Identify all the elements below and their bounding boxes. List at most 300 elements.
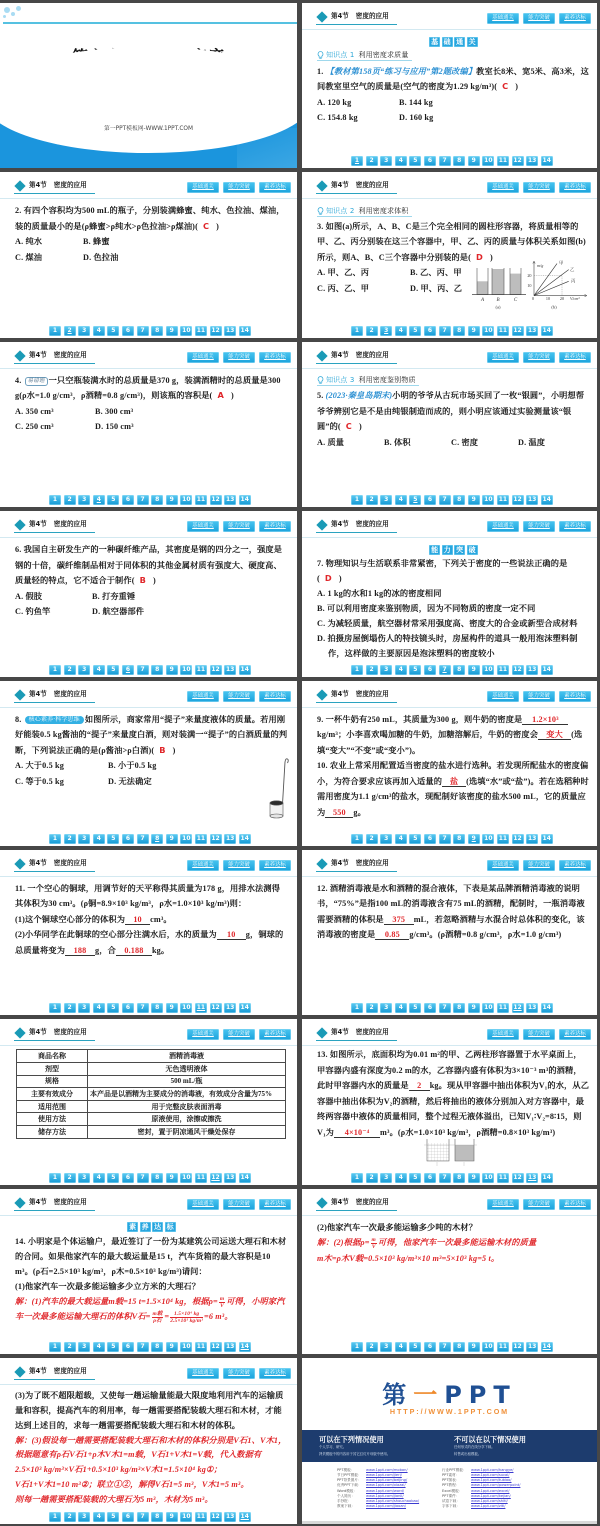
section-nav-button[interactable]: 能力突破 [523,1029,555,1040]
page-button[interactable]: 10 [484,1343,493,1351]
slide-thumbnail-18[interactable] [302,1358,597,1523]
page-button[interactable]: 2 [366,495,378,505]
section-nav-button[interactable]: 素养达标 [259,1029,291,1040]
page-button[interactable]: 9 [468,1003,480,1013]
page-button[interactable]: 10 [182,1173,191,1181]
page-button[interactable]: 1 [49,1342,61,1352]
slide-thumbnail-10[interactable] [302,681,597,846]
page-button[interactable]: 7 [439,495,451,505]
page-button[interactable]: 9 [468,1173,480,1183]
section-nav-button[interactable]: 能力突破 [223,1199,255,1210]
page-button[interactable]: 8 [151,1512,163,1522]
page-button[interactable]: 13 [225,496,235,504]
page-button[interactable]: 12 [211,1512,220,1520]
page-button[interactable]: 5 [107,1003,119,1013]
page-button[interactable]: 14 [240,1343,249,1351]
slide-thumbnail-9[interactable] [0,681,297,846]
page-button[interactable]: 8 [453,156,465,166]
page-button[interactable]: 4 [395,1003,407,1013]
section-nav-button[interactable]: 基础通关 [187,182,219,193]
page-button[interactable]: 10 [182,665,191,673]
slide-thumbnail-7[interactable] [0,511,297,676]
page-button[interactable]: 2 [64,1512,76,1522]
page-button[interactable]: 10 [484,665,493,673]
page-button[interactable]: 13 [527,1343,537,1351]
page-button[interactable]: 6 [122,1512,134,1522]
page-button[interactable]: 4 [93,1173,105,1183]
page-button[interactable]: 9 [468,834,480,844]
page-button[interactable]: 6 [122,1173,134,1183]
section-nav-button[interactable]: 基础通关 [487,182,519,193]
section-nav-button[interactable]: 能力突破 [523,691,555,702]
link-url[interactable]: www.1ppt.com/shouchaobao/ [366,1498,420,1503]
slide-thumbnail-14[interactable] [302,1019,597,1184]
page-button[interactable]: 5 [409,665,421,675]
page-button[interactable]: 6 [424,1342,436,1352]
page-button[interactable]: 1 [351,1003,363,1013]
page-button[interactable]: 8 [151,834,163,844]
page-button[interactable]: 1 [351,495,363,505]
page-button[interactable]: 2 [64,834,76,844]
page-button[interactable]: 13 [527,496,537,504]
slide-thumbnail-5[interactable] [0,342,297,507]
page-button[interactable]: 3 [380,1173,392,1183]
page-button[interactable]: 8 [151,1003,163,1013]
section-nav-button[interactable]: 素养达标 [259,691,291,702]
page-button[interactable]: 4 [93,1003,105,1013]
page-button[interactable]: 7 [439,1003,451,1013]
page-button[interactable]: 3 [78,665,90,675]
page-button[interactable]: 3 [78,495,90,505]
section-nav-button[interactable]: 素养达标 [259,182,291,193]
page-button[interactable]: 5 [409,326,421,336]
page-button[interactable]: 14 [240,1004,249,1012]
link-url[interactable]: www.1ppt.com/tubiao/ [471,1478,512,1483]
page-button[interactable]: 13 [527,1173,537,1181]
page-button[interactable]: 2 [64,1003,76,1013]
page-button[interactable]: 13 [527,665,537,673]
page-button[interactable]: 13 [225,326,235,334]
section-nav-button[interactable]: 能力突破 [523,860,555,871]
page-button[interactable]: 4 [395,1173,407,1183]
page-button[interactable]: 7 [137,1003,149,1013]
page-button[interactable]: 7 [439,1173,451,1183]
page-button[interactable]: 3 [380,326,392,336]
page-button[interactable]: 12 [211,1173,220,1181]
slide-thumbnail-13[interactable] [0,1019,297,1184]
page-button[interactable]: 14 [240,665,249,673]
page-button[interactable]: 5 [409,156,421,166]
page-button[interactable]: 5 [107,665,119,675]
page-button[interactable]: 12 [513,326,522,334]
page-button[interactable]: 7 [439,1342,451,1352]
page-button[interactable]: 10 [182,1343,191,1351]
section-nav-button[interactable]: 基础通关 [487,13,519,24]
page-button[interactable]: 2 [366,326,378,336]
page-button[interactable]: 9 [166,326,178,336]
section-nav-button[interactable]: 能力突破 [523,521,555,532]
page-button[interactable]: 11 [498,157,508,165]
section-nav-button[interactable]: 素养达标 [559,13,591,24]
page-button[interactable]: 5 [409,1342,421,1352]
page-button[interactable]: 10 [182,1512,191,1520]
page-button[interactable]: 2 [64,1173,76,1183]
page-button[interactable]: 4 [395,495,407,505]
page-button[interactable]: 5 [409,1003,421,1013]
page-button[interactable]: 9 [166,1003,178,1013]
page-button[interactable]: 12 [513,1173,522,1181]
page-button[interactable]: 6 [122,834,134,844]
page-button[interactable]: 4 [93,495,105,505]
page-button[interactable]: 14 [542,665,551,673]
slide-thumbnail-3[interactable] [0,172,297,337]
page-button[interactable]: 11 [196,1512,206,1520]
page-button[interactable]: 13 [527,834,537,842]
page-button[interactable]: 4 [93,834,105,844]
page-button[interactable]: 12 [211,1004,220,1012]
section-nav-button[interactable]: 基础通关 [187,1029,219,1040]
page-button[interactable]: 7 [439,326,451,336]
link-url[interactable]: www.1ppt.com/kejian/ [471,1493,511,1498]
page-button[interactable]: 1 [49,834,61,844]
section-nav-button[interactable]: 素养达标 [559,860,591,871]
section-nav-button[interactable]: 基础通关 [487,521,519,532]
page-button[interactable]: 10 [182,496,191,504]
page-button[interactable]: 6 [122,1342,134,1352]
page-button[interactable]: 12 [513,157,522,165]
page-button[interactable]: 11 [196,1173,206,1181]
page-button[interactable]: 11 [498,834,508,842]
section-nav-button[interactable]: 能力突破 [523,352,555,363]
section-nav-button[interactable]: 能力突破 [223,691,255,702]
page-button[interactable]: 11 [196,1004,206,1012]
page-button[interactable]: 1 [351,665,363,675]
page-button[interactable]: 2 [64,1342,76,1352]
slide-thumbnail-17[interactable] [0,1358,297,1523]
page-button[interactable]: 3 [78,326,90,336]
page-button[interactable]: 7 [137,1173,149,1183]
section-nav-button[interactable]: 素养达标 [259,860,291,871]
page-button[interactable]: 11 [498,326,508,334]
page-button[interactable]: 9 [166,495,178,505]
slide-thumbnail-12[interactable] [302,850,597,1015]
page-button[interactable]: 2 [366,156,378,166]
page-button[interactable]: 11 [196,326,206,334]
page-button[interactable]: 4 [93,665,105,675]
page-button[interactable]: 12 [211,834,220,842]
page-button[interactable]: 9 [166,834,178,844]
link-url[interactable]: www.1ppt.com/beijing/ [366,1478,408,1483]
page-button[interactable]: 10 [484,1173,493,1181]
page-button[interactable]: 14 [542,1173,551,1181]
page-button[interactable]: 11 [196,834,206,842]
section-nav-button[interactable]: 素养达标 [259,1199,291,1210]
page-button[interactable]: 8 [151,326,163,336]
page-button[interactable]: 13 [527,1004,537,1012]
page-button[interactable]: 4 [93,1342,105,1352]
page-button[interactable]: 1 [49,326,61,336]
section-nav-button[interactable]: 能力突破 [223,860,255,871]
page-button[interactable]: 11 [498,496,508,504]
section-nav-button[interactable]: 素养达标 [559,691,591,702]
page-button[interactable]: 14 [542,496,551,504]
page-button[interactable]: 4 [395,156,407,166]
section-nav-button[interactable]: 基础通关 [187,860,219,871]
section-nav-button[interactable]: 能力突破 [523,182,555,193]
page-button[interactable]: 5 [409,834,421,844]
slide-thumbnail-2[interactable] [302,3,597,168]
page-button[interactable]: 14 [542,834,551,842]
page-button[interactable]: 5 [107,1173,119,1183]
page-button[interactable]: 11 [498,1004,508,1012]
page-button[interactable]: 1 [351,326,363,336]
page-button[interactable]: 1 [49,495,61,505]
link-url[interactable]: www.1ppt.com/sucai/ [471,1473,510,1478]
page-button[interactable]: 3 [380,1342,392,1352]
page-button[interactable]: 10 [484,326,493,334]
page-button[interactable]: 7 [137,326,149,336]
page-button[interactable]: 9 [468,1342,480,1352]
page-button[interactable]: 6 [122,326,134,336]
page-button[interactable]: 13 [225,1512,235,1520]
section-nav-button[interactable]: 素养达标 [559,182,591,193]
link-url[interactable]: www.1ppt.com/powerpoint/ [471,1483,521,1488]
page-button[interactable]: 1 [351,1173,363,1183]
slide-thumbnail-1[interactable] [0,3,297,168]
link-url[interactable]: www.1ppt.com/moban/ [366,1468,408,1473]
page-button[interactable]: 7 [137,834,149,844]
page-button[interactable]: 5 [107,834,119,844]
section-nav-button[interactable]: 素养达标 [559,1199,591,1210]
slide-thumbnail-16[interactable] [302,1189,597,1354]
page-button[interactable]: 1 [49,1003,61,1013]
page-button[interactable]: 6 [424,834,436,844]
page-button[interactable]: 9 [468,326,480,336]
page-button[interactable]: 7 [137,1342,149,1352]
section-nav-button[interactable]: 素养达标 [259,521,291,532]
page-button[interactable]: 8 [151,1342,163,1352]
page-button[interactable]: 11 [498,1173,508,1181]
page-button[interactable]: 13 [527,157,537,165]
page-button[interactable]: 7 [439,156,451,166]
page-button[interactable]: 8 [151,1173,163,1183]
page-button[interactable]: 12 [513,1343,522,1351]
page-button[interactable]: 9 [468,665,480,675]
page-button[interactable]: 11 [196,665,206,673]
page-button[interactable]: 3 [78,834,90,844]
page-button[interactable]: 13 [527,326,537,334]
section-nav-button[interactable]: 基础通关 [487,352,519,363]
section-nav-button[interactable]: 基础通关 [187,521,219,532]
page-button[interactable]: 8 [453,495,465,505]
page-button[interactable]: 6 [424,326,436,336]
page-button[interactable]: 2 [64,665,76,675]
page-button[interactable]: 2 [366,1003,378,1013]
page-button[interactable]: 4 [395,834,407,844]
page-button[interactable]: 7 [137,1512,149,1522]
section-nav-button[interactable]: 基础通关 [487,691,519,702]
page-button[interactable]: 14 [240,834,249,842]
page-button[interactable]: 13 [225,1343,235,1351]
page-button[interactable]: 10 [182,834,191,842]
section-nav-button[interactable]: 能力突破 [223,1368,255,1379]
page-button[interactable]: 8 [453,1003,465,1013]
link-url[interactable]: www.1ppt.com/hangye/ [471,1468,514,1473]
page-button[interactable]: 13 [225,665,235,673]
link-url[interactable]: www.1ppt.com/excel/ [471,1488,510,1493]
page-button[interactable]: 1 [49,1173,61,1183]
page-button[interactable]: 6 [122,665,134,675]
page-button[interactable]: 8 [453,834,465,844]
page-button[interactable]: 7 [439,834,451,844]
page-button[interactable]: 10 [484,1004,493,1012]
page-button[interactable]: 9 [166,1512,178,1522]
slide-thumbnail-15[interactable] [0,1189,297,1354]
page-button[interactable]: 12 [211,1343,220,1351]
section-nav-button[interactable]: 能力突破 [223,352,255,363]
page-button[interactable]: 10 [484,157,493,165]
section-nav-button[interactable]: 能力突破 [523,13,555,24]
page-button[interactable]: 14 [542,1004,551,1012]
link-url[interactable]: www.1ppt.com/jianli/ [366,1493,404,1498]
link-url[interactable]: www.1ppt.com/jiaoan/ [366,1503,407,1508]
page-button[interactable]: 14 [240,326,249,334]
page-button[interactable]: 3 [78,1342,90,1352]
page-button[interactable]: 9 [468,495,480,505]
page-button[interactable]: 10 [182,1004,191,1012]
slide-thumbnail-6[interactable] [302,342,597,507]
page-button[interactable]: 5 [107,326,119,336]
page-button[interactable]: 4 [395,326,407,336]
page-button[interactable]: 5 [107,495,119,505]
link-url[interactable]: www.1ppt.com/ziti/ [471,1503,506,1508]
page-button[interactable]: 1 [49,665,61,675]
page-button[interactable]: 14 [542,157,551,165]
section-nav-button[interactable]: 能力突破 [223,182,255,193]
page-button[interactable]: 8 [151,665,163,675]
page-button[interactable]: 8 [453,1173,465,1183]
page-button[interactable]: 4 [93,326,105,336]
page-button[interactable]: 11 [196,496,206,504]
link-url[interactable]: www.1ppt.com/word/ [366,1488,404,1493]
page-button[interactable]: 3 [380,665,392,675]
section-nav-button[interactable]: 基础通关 [187,1368,219,1379]
page-button[interactable]: 8 [453,665,465,675]
page-button[interactable]: 13 [225,1173,235,1181]
page-button[interactable]: 6 [122,495,134,505]
page-button[interactable]: 8 [453,1342,465,1352]
page-button[interactable]: 1 [351,156,363,166]
section-nav-button[interactable]: 能力突破 [223,1029,255,1040]
page-button[interactable]: 12 [211,665,220,673]
link-url[interactable]: www.1ppt.com/shiti/ [471,1498,508,1503]
page-button[interactable]: 14 [240,496,249,504]
slide-thumbnail-11[interactable] [0,850,297,1015]
page-button[interactable]: 6 [122,1003,134,1013]
page-button[interactable]: 12 [211,326,220,334]
link-url[interactable]: www.1ppt.com/jieri/ [366,1473,402,1478]
page-button[interactable]: 14 [542,326,551,334]
slide-thumbnail-8[interactable] [302,511,597,676]
page-button[interactable]: 10 [484,496,493,504]
section-nav-button[interactable]: 基础通关 [187,352,219,363]
page-button[interactable]: 3 [380,495,392,505]
page-button[interactable]: 4 [395,665,407,675]
page-button[interactable]: 1 [351,834,363,844]
page-button[interactable]: 10 [182,326,191,334]
page-button[interactable]: 13 [225,834,235,842]
page-button[interactable]: 12 [211,496,220,504]
page-button[interactable]: 10 [484,834,493,842]
page-button[interactable]: 14 [542,1343,551,1351]
page-button[interactable]: 11 [498,1343,508,1351]
page-button[interactable]: 9 [166,665,178,675]
page-button[interactable]: 12 [513,834,522,842]
page-button[interactable]: 11 [196,1343,206,1351]
link-url[interactable]: www.1ppt.com/xiazai/ [366,1483,406,1488]
section-nav-button[interactable]: 能力突破 [223,521,255,532]
page-button[interactable]: 14 [240,1512,249,1520]
page-button[interactable]: 2 [64,495,76,505]
page-button[interactable]: 6 [424,1173,436,1183]
section-nav-button[interactable]: 素养达标 [259,352,291,363]
page-button[interactable]: 1 [49,1512,61,1522]
page-button[interactable]: 5 [107,1512,119,1522]
page-button[interactable]: 3 [380,1003,392,1013]
page-button[interactable]: 14 [240,1173,249,1181]
page-button[interactable]: 3 [380,156,392,166]
page-button[interactable]: 8 [453,326,465,336]
page-button[interactable]: 7 [137,495,149,505]
section-nav-button[interactable]: 基础通关 [487,860,519,871]
page-button[interactable]: 9 [468,156,480,166]
page-button[interactable]: 11 [498,665,508,673]
page-button[interactable]: 6 [424,495,436,505]
page-button[interactable]: 6 [424,665,436,675]
page-button[interactable]: 6 [424,156,436,166]
section-nav-button[interactable]: 素养达标 [559,352,591,363]
slide-thumbnail-4[interactable] [302,172,597,337]
section-nav-button[interactable]: 素养达标 [259,1368,291,1379]
section-nav-button[interactable]: 能力突破 [523,1199,555,1210]
page-button[interactable]: 6 [424,1003,436,1013]
page-button[interactable]: 12 [513,665,522,673]
page-button[interactable]: 4 [395,1342,407,1352]
page-button[interactable]: 3 [380,834,392,844]
section-nav-button[interactable]: 素养达标 [559,521,591,532]
page-button[interactable]: 9 [166,1342,178,1352]
page-button[interactable]: 2 [366,665,378,675]
page-button[interactable]: 12 [513,1004,522,1012]
page-button[interactable]: 2 [366,1173,378,1183]
page-button[interactable]: 13 [225,1004,235,1012]
page-button[interactable]: 3 [78,1512,90,1522]
page-button[interactable]: 3 [78,1173,90,1183]
section-nav-button[interactable]: 素养达标 [559,1029,591,1040]
page-button[interactable]: 7 [439,665,451,675]
section-nav-button[interactable]: 基础通关 [187,691,219,702]
page-button[interactable]: 1 [351,1342,363,1352]
section-nav-button[interactable]: 基础通关 [187,1199,219,1210]
page-button[interactable]: 2 [366,1342,378,1352]
section-nav-button[interactable]: 基础通关 [487,1199,519,1210]
page-button[interactable]: 7 [137,665,149,675]
page-button[interactable]: 5 [409,495,421,505]
page-button[interactable]: 2 [64,326,76,336]
page-button[interactable]: 3 [78,1003,90,1013]
page-button[interactable]: 5 [409,1173,421,1183]
page-button[interactable]: 5 [107,1342,119,1352]
